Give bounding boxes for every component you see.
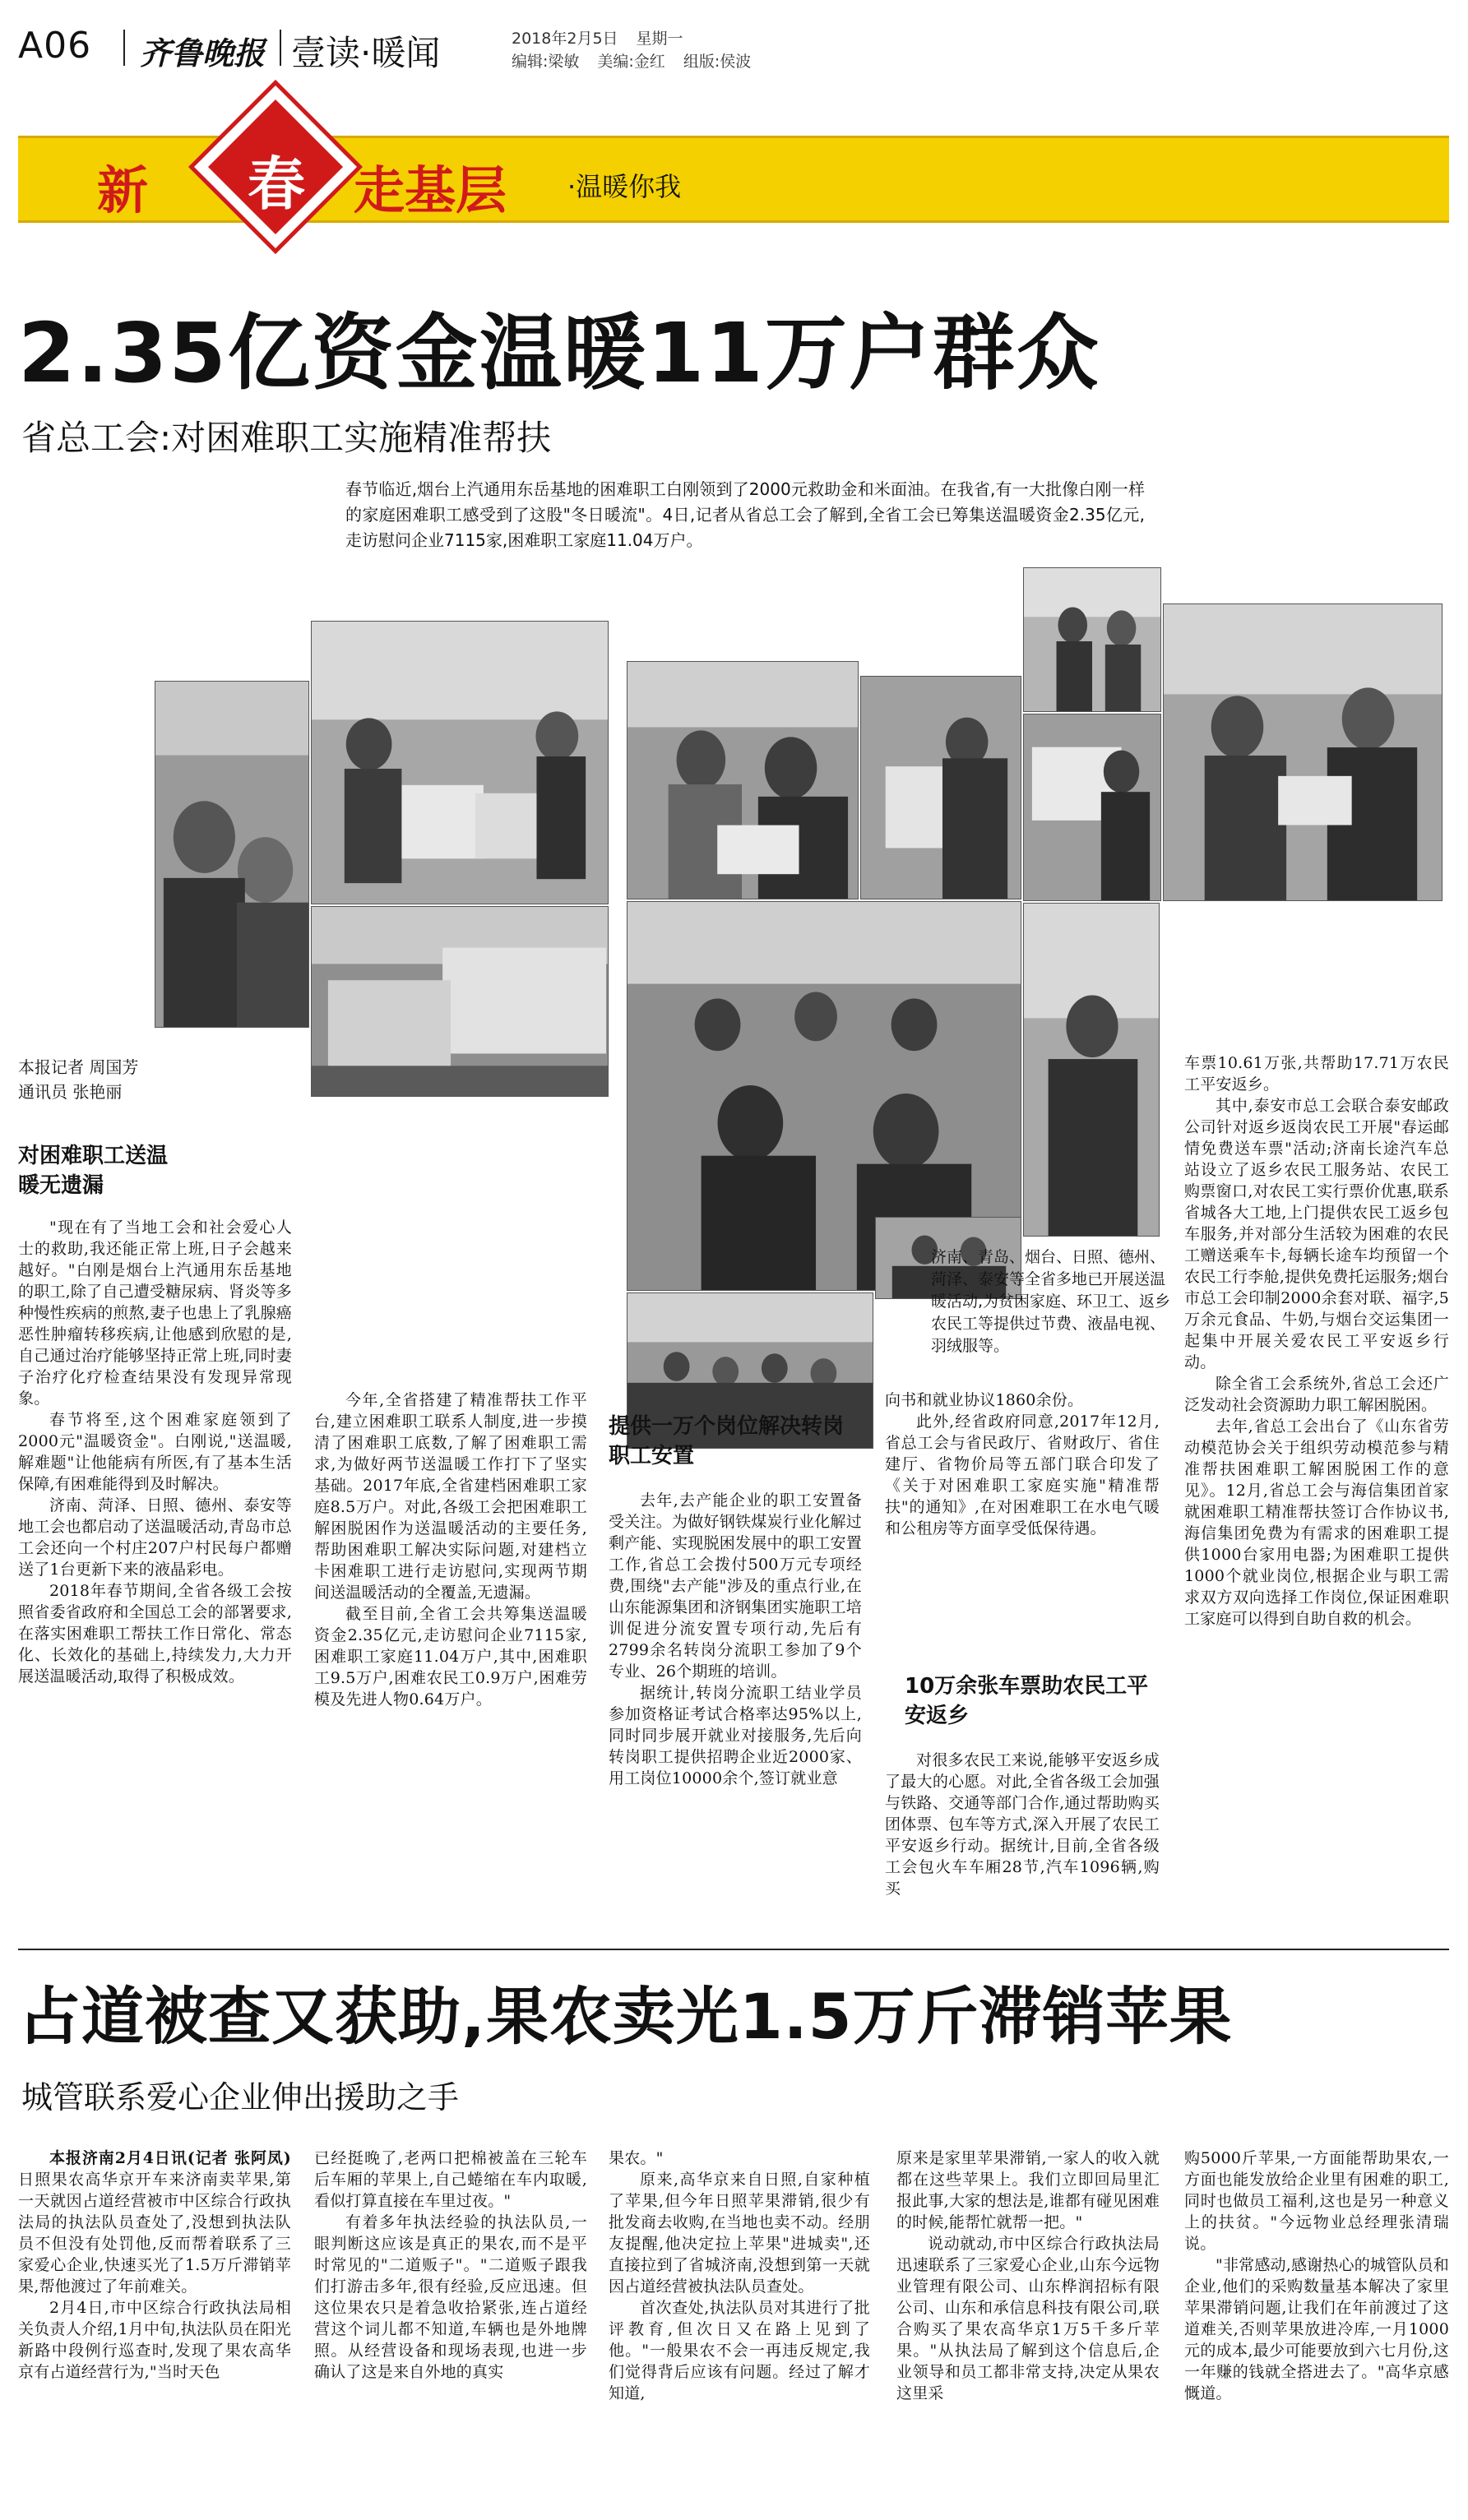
column-banner bbox=[18, 136, 1449, 223]
story2-dateline: 本报济南2月4日讯(记者 张阿凤) bbox=[49, 2149, 291, 2167]
paragraph: 除全省工会系统外,省总工会还广泛发动社会资源助力职工解困脱困。 bbox=[1184, 1375, 1449, 1414]
paragraph: 对很多农民工来说,能够平安返乡成了最大的心愿。对此,全省各级工会加强与铁路、交通等部门合作,通过帮助购买团体票、包车等方式,深入开展了农民工平安返乡行动。据统计,目前,全省各级工会包火车车厢28节,汽车1096辆,购买 bbox=[885, 1751, 1160, 1898]
story2-column-5 bbox=[1184, 2148, 1449, 2404]
masthead-divider bbox=[280, 30, 281, 66]
paragraph: 购5000斤苹果,一方面能帮助果农,一方面也能发放给企业里有困难的职工,同时也做员工福利,这也是另一种意义上的扶贫。"今远物业总经理张清瑞说。 bbox=[1184, 2149, 1449, 2253]
paper-name: 齐鲁晚报 bbox=[140, 35, 266, 72]
story1-subhead-2: 提供一万个岗位解决转岗职工安置 bbox=[609, 1414, 845, 1468]
paragraph-text: 日照果农高华京开车来济南卖苹果,第一天就因占道经营被市中区综合行政执法局的执法队员查处了,没想到执法队员不但没有处罚他,反而帮着联系了三家爱心企业,快速买光了1.5万斤滞销苹果,帮他渡过了年前难关。 bbox=[18, 2171, 291, 2296]
paragraph: 说动就动,市中区综合行政执法局迅速联系了三家爱心企业,山东今远物业管理有限公司、山东桦润招标有限公司、山东和承信息科技有限公司,联合购买了果农高华京1万5千多斤苹果。"从执法局了解到这个信息后,企业领导和员工都非常支持,决定从果农这里采 bbox=[896, 2235, 1160, 2402]
story-divider bbox=[18, 1949, 1449, 1950]
photo-carrying-box bbox=[860, 676, 1021, 899]
story2-column-1 bbox=[18, 2148, 291, 2383]
art-editor: 美编:金红 bbox=[597, 53, 665, 71]
banner-word-chun: 春 bbox=[248, 150, 305, 218]
issue-weekday: 星期一 bbox=[636, 30, 683, 48]
paragraph: "非常感动,感谢热心的城管队员和企业,他们的采购数量基本解决了家里苹果滞销问题,让我们在年前渡过了这道难关,否则苹果放进冷库,一月1000元的成本,最少可能要放到六七月份,这一年赚的钱就全搭进去了。"高华京感慨道。 bbox=[1184, 2256, 1449, 2402]
story2-column-3 bbox=[609, 2148, 870, 2404]
photo-street-helpers bbox=[1023, 567, 1161, 712]
masthead-date-line bbox=[512, 26, 702, 49]
story1-headline: 2.35亿资金温暖11万户群众 bbox=[18, 305, 1100, 401]
story1-column-2 bbox=[314, 1389, 587, 1710]
story1-column-4 bbox=[885, 1389, 1160, 1539]
story1-lead: 春节临近,烟台上汽通用东岳基地的困难职工白刚领到了2000元救助金和米面油。在我省,有一大批像白刚一样的家庭困难职工感受到了这股"冬日暖流"。4日,记者从省总工会了解到,全省工会已筹集送温暖资金2.35亿元,走访慰问企业7115家,困难职工家庭11.04万户。 bbox=[345, 479, 1145, 550]
paragraph: 原来是家里苹果滞销,一家人的收入就都在这些苹果上。我们立即回局里汇报此事,大家的想法是,谁都有碰见困难的时候,能帮忙就帮一把。" bbox=[896, 2149, 1160, 2231]
paragraph: 济南、菏泽、日照、德州、泰安等地工会也都启动了送温暖活动,青岛市总工会还向一个村庄207户村民每户都赠送了1台更新下来的液晶彩电。 bbox=[18, 1496, 292, 1579]
page-number: A06 bbox=[18, 25, 92, 67]
paragraph: 此外,经省政府同意,2017年12月,省总工会与省民政厅、省财政厅、省住建厅、省物价局等五部门联合印发了《关于对困难职工家庭实施"精准帮扶"的通知》,在对困难职工在水电气暖和公租房等方面享受低保待遇。 bbox=[885, 1413, 1160, 1537]
paragraph: 其中,泰安市总工会联合泰安邮政公司针对返乡返岗农民工开展"春运邮情免费送车票"活动;济南长途汽车总站设立了返乡农民工服务站、农民工购票窗口,对农民工实行票价优惠,联系省城各大工地,上门提供农民工返乡包车服务,并对部分生活较为困难的农民工赠送乘车卡,每辆长途车均预留一个农民工行李舱,提供免费托运服务;烟台市总工会印制2000余套对联、福字,5万余元食品、牛奶,与烟台交运集团一起集中开展关爱农民工平安返乡行动。 bbox=[1184, 1097, 1449, 1371]
paragraph: 春节将至,这个困难家庭领到了2000元"温暖资金"。白刚说,"送温暖,解难题"让他能病有所医,有了基本生活保障,有困难能得到及时解决。 bbox=[18, 1411, 292, 1493]
paragraph: 截至目前,全省工会共筹集送温暖资金2.35亿元,走访慰问企业7115家,困难职工家庭11.04万户,其中,困难职工9.5万户,困难农民工0.9万户,困难劳模及先进人物0.64万户。 bbox=[314, 1605, 587, 1709]
layout-editor: 组版:侯波 bbox=[683, 53, 752, 71]
photo-handing-gift bbox=[1163, 603, 1443, 901]
masthead-divider bbox=[123, 30, 125, 66]
paragraph: 据统计,转岗分流职工结业学员参加资格证考试合格率达95%以上,同时同步展开就业对接服务,先后向转岗职工提供招聘企业近2000家、用工岗位10000余个,签订就业意 bbox=[609, 1684, 862, 1787]
paragraph: 原来,高华京来自日照,自家种植了苹果,但今年日照苹果滞销,很少有批发商去收购,在当地也卖不动。经朋友提醒,他决定拉上苹果"进城卖",还直接拉到了省城济南,没想到第一天就因占道经营被执法队员查处。 bbox=[609, 2171, 870, 2296]
paragraph: 果农。" bbox=[609, 2149, 664, 2167]
story2-headline: 占道被查又获助,果农卖光1.5万斤滞销苹果 bbox=[18, 1980, 1233, 2053]
paragraph: 去年,省总工会出台了《山东省劳动模范协会关于组织劳动模范参与精准帮扶困难职工解困脱困工作的意见》。12月,省总工会与海信集团首家就困难职工精准帮扶签订合作协议书,海信集团免费为有需求的困难职工提供1000台家用电器;为困难职工提供1000个就业岗位,根据企业与职工需求双方双向选择工作岗位,保证困难职工家庭可以得到自助自救的机会。 bbox=[1184, 1417, 1449, 1628]
issue-date: 2018年2月5日 bbox=[512, 30, 618, 48]
byline-correspondent: 通讯员 张艳丽 bbox=[18, 1082, 123, 1102]
story1-subhead-1: 对困难职工送温暖无遗漏 bbox=[18, 1144, 169, 1198]
photo-worker-portrait bbox=[1023, 903, 1160, 1237]
story1-subhead: 省总工会:对困难职工实施精准帮扶 bbox=[21, 418, 552, 458]
photo-boxes-delivery bbox=[311, 621, 609, 904]
paragraph: 首次查处,执法队员对其进行了批评教育,但次日又在路上见到了他。"一般果农不会一再违反规定,我们觉得背后应该有问题。经过了解才知道, bbox=[609, 2299, 870, 2402]
story2-column-2 bbox=[314, 2148, 587, 2383]
story2-column-4 bbox=[896, 2148, 1160, 2404]
paragraph bbox=[18, 2148, 291, 2297]
paragraph: 已经挺晚了,老两口把棉被盖在三轮车后车厢的苹果上,自己蜷缩在车内取暖,看似打算直接在车里过夜。" bbox=[314, 2149, 587, 2210]
photo-elderly-women bbox=[627, 661, 859, 899]
paragraph: 2018年春节期间,全省各级工会按照省委省政府和全国总工会的部署要求,在落实困难职工帮扶工作日常化、常态化、长效化的基础上,持续发力,大力开展送温暖活动,取得了积极成效。 bbox=[18, 1582, 292, 1685]
byline-reporter: 本报记者 周国芳 bbox=[18, 1057, 139, 1077]
story1-column-5 bbox=[1184, 1052, 1449, 1630]
masthead bbox=[18, 25, 1449, 74]
story2-subhead: 城管联系爱心企业伸出援助之手 bbox=[21, 2079, 460, 2115]
banner-subtitle: ·温暖你我 bbox=[567, 171, 682, 202]
banner-word-xin: 新 bbox=[97, 160, 149, 220]
story1-column-1 bbox=[18, 1217, 292, 1687]
paragraph: 向书和就业协议1860余份。 bbox=[885, 1391, 1084, 1409]
photo-truck-loading bbox=[311, 906, 609, 1097]
banner-word-zoujiceng: 走基层 bbox=[354, 160, 507, 220]
paragraph: 去年,去产能企业的职工安置备受关注。为做好钢铁煤炭行业化解过剩产能、实现脱困发展中的职工安置工作,省总工会拨付500万元专项经费,围绕"去产能"涉及的重点行业,在山东能源集团和济钢集团实施职工培训促进分流安置专项行动,先后有2799余名转岗分流职工参加了9个专业、26个期班的培训。 bbox=[609, 1491, 862, 1681]
paragraph: "现在有了当地工会和社会爱心人士的救助,我还能正常上班,日子会越来越好。"白刚是烟台上汽通用东岳基地的职工,除了自己遭受糖尿病、肾炎等多种慢性疾病的煎熬,妻子也患上了乳腺癌恶性肿瘤转移疾病,让他感到欣慰的是,自己通过治疗能够坚持正常上班,同时妻子治疗化疗检查结果没有发现异常现象。 bbox=[18, 1218, 292, 1408]
paragraph: 今年,全省搭建了精准帮扶工作平台,建立困难职工联系人制度,进一步摸清了困难职工底数,了解了困难职工需求,为做好两节送温暖工作打下了坚实基础。2017年底,全省建档困难职工家庭8.5万户。对此,各级工会把困难职工解困脱困作为送温暖活动的主要任务,帮助困难职工解决实际问题,对建档立卡困难职工进行走访慰问,实现两节期间送温暖活动的全覆盖,无遗漏。 bbox=[314, 1391, 587, 1602]
story1-subhead-3: 10万余张车票助农民工平安返乡 bbox=[905, 1674, 1149, 1728]
story1-column-4b bbox=[885, 1750, 1160, 1899]
story1-column-3 bbox=[609, 1490, 862, 1789]
photo-caption: 济南、青岛、烟台、日照、德州、菏泽、泰安等全省多地已开展送温暖活动,为贫困家庭、环卫工、返乡农民工等提供过节费、液晶电视、羽绒服等。 bbox=[931, 1248, 1171, 1355]
paragraph: 车票10.61万张,共帮助17.71万农民工平安返乡。 bbox=[1184, 1054, 1449, 1094]
paragraph: 2月4日,市中区综合行政执法局相关负责人介绍,1月中旬,执法队员在阳光新路中段例行巡查时,发现了果农高华京有占道经营行为,"当时天色 bbox=[18, 2299, 291, 2381]
paragraph: 有着多年执法经验的执法队员,一眼判断这应该是真正的果农,而不是平时常见的"二道贩子"。"二道贩子跟我们打游击多年,很有经验,反应迅速。但这位果农只是着急收拾紧张,连占道经营这个词儿都不知道,车辆也是外地牌照。从经营设备和现场表现,也进一步确认了这是来自外地的真实 bbox=[314, 2213, 587, 2381]
section-name: 壹读·暖闻 bbox=[291, 33, 441, 73]
masthead-editors-line bbox=[512, 49, 769, 72]
photo-gift-box bbox=[1023, 714, 1161, 901]
story1-byline bbox=[18, 1055, 138, 1104]
editor: 编辑:梁敏 bbox=[512, 53, 580, 71]
photo-winter-coats bbox=[155, 681, 309, 1028]
